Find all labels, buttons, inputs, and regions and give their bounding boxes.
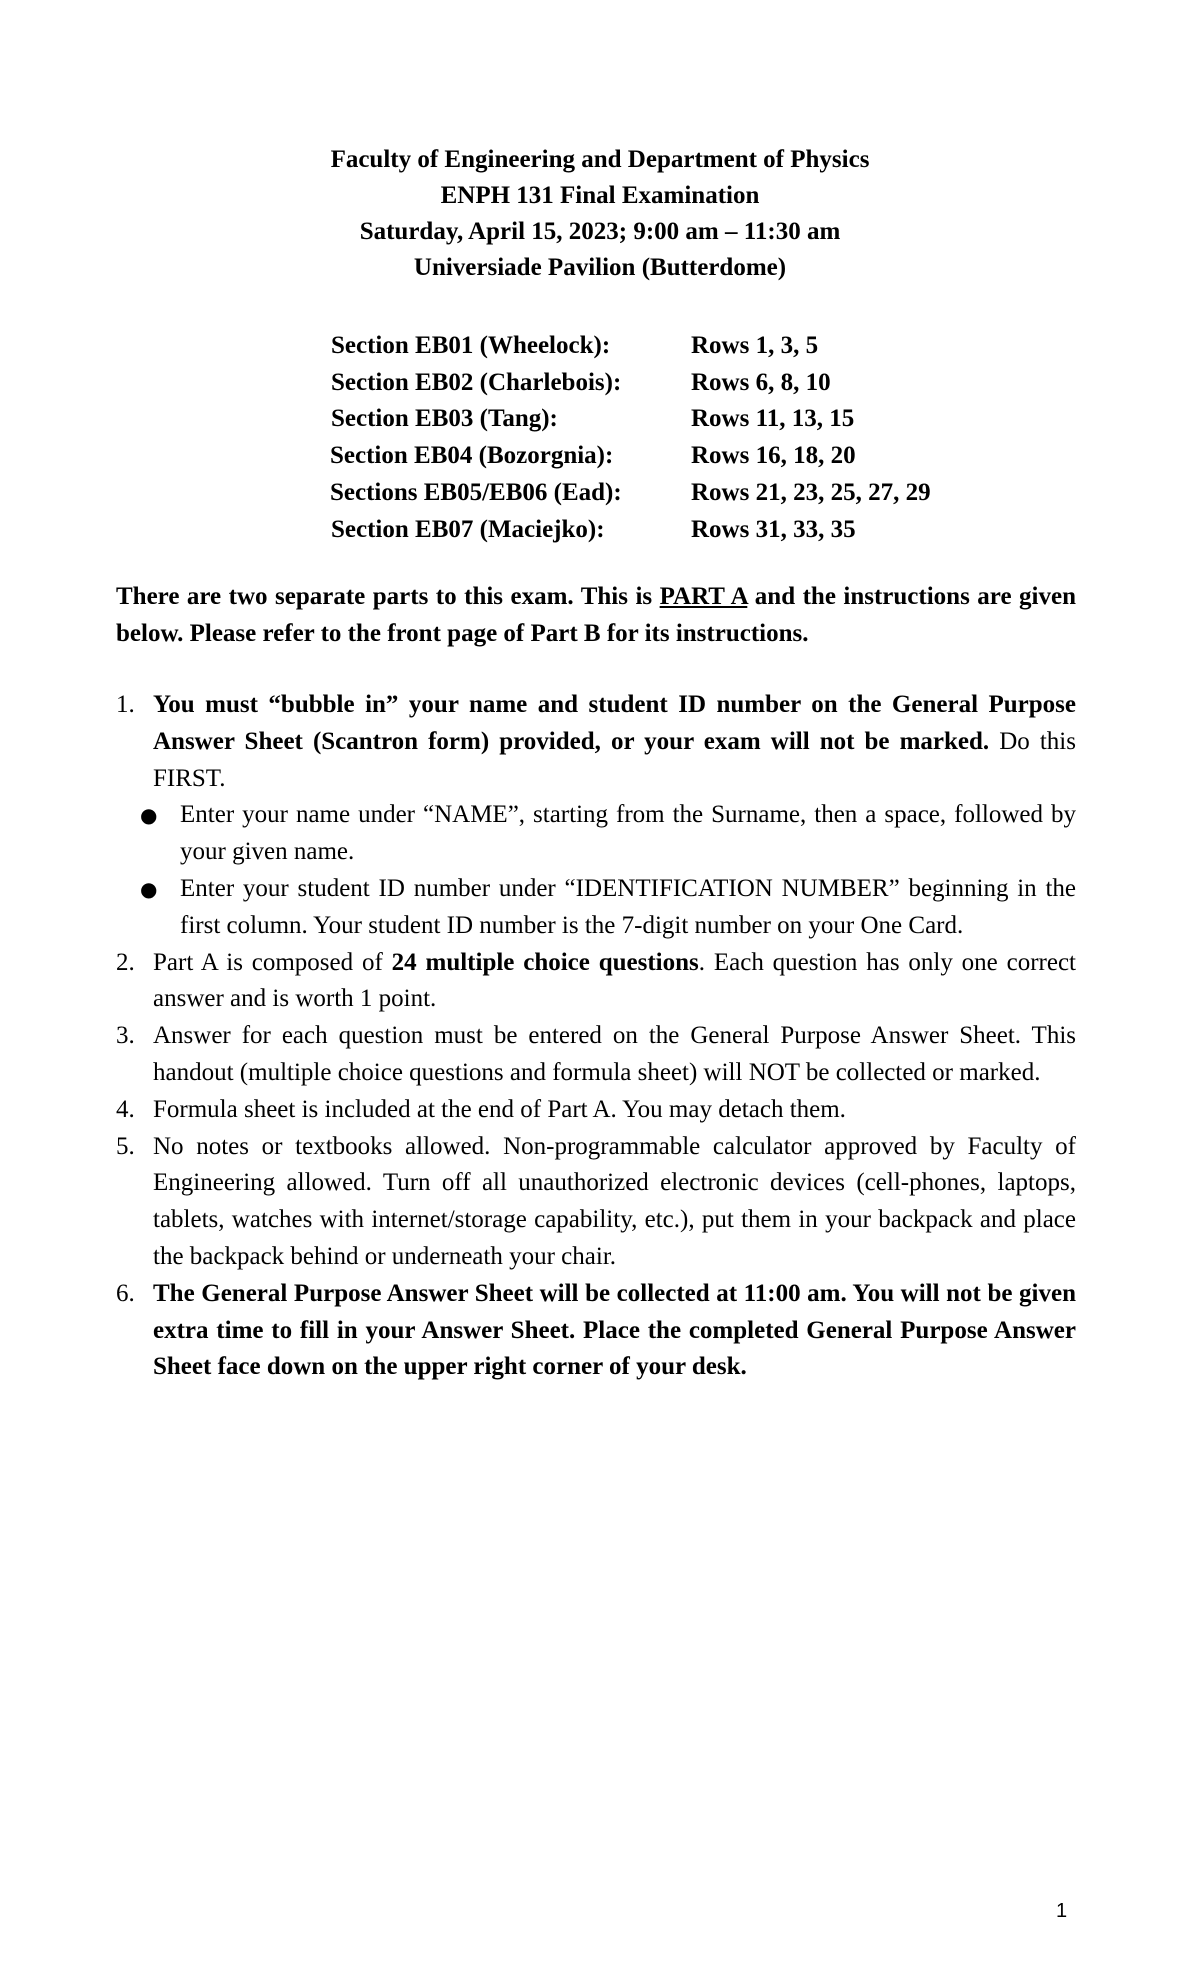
item-text: Part A is composed of xyxy=(153,948,392,976)
seating-row xyxy=(331,438,931,475)
item-text: Answer for each question must be entered on the General Purpose Answer Sheet. This handout (multiple choice questions and formula sheet) will NOT be collected or marked. xyxy=(153,1022,1076,1086)
item-text: The General Purpose Answer Sheet will be collected at 11:00 am. You will not be given extra time to fill in your Answer Sheet. Place the completed General Purpose Answer Sheet face down on the upper right corner of your desk. xyxy=(153,1279,1076,1381)
item-text: Formula sheet is included at the end of Part A. You may detach them. xyxy=(153,1095,846,1123)
seating-row xyxy=(331,475,931,512)
seating-table xyxy=(331,328,931,548)
section-rows: Rows 21, 23, 25, 27, 29 xyxy=(691,478,931,506)
bullet-icon: ● xyxy=(140,876,158,901)
instruction-bullet xyxy=(116,797,1076,871)
item-number: 1. xyxy=(116,691,135,718)
item-number: 2. xyxy=(116,948,135,976)
item-bold-text: 24 multiple choice questions xyxy=(391,948,699,976)
course-title: ENPH 131 Final Examination xyxy=(440,182,760,209)
section-name: Section EB03 (Tang): xyxy=(331,405,558,433)
seating-row xyxy=(331,401,931,438)
seating-row xyxy=(331,512,931,549)
item-bold-text: You must “bubble in” your name and student ID number on the General Purpose Answer Sheet (Scantron form) provided, or your exam will not be marked. xyxy=(153,691,1076,755)
instruction-item-2 xyxy=(116,945,1076,1019)
bullet-text: Enter your student ID number under “IDENTIFICATION NUMBER” beginning in the first column. Your student ID number is the 7-digit number on your One Card. xyxy=(180,874,1076,939)
part-a-label: PART A xyxy=(659,583,748,610)
instruction-item-6 xyxy=(116,1276,1076,1386)
instruction-bullet xyxy=(116,871,1076,945)
section-name: Sections EB05/EB06 (Ead): xyxy=(330,478,622,506)
bullet-icon: ● xyxy=(140,803,158,828)
item-text: No notes or textbooks allowed. Non-programmable calculator approved by Faculty of Engineering allowed. Turn off all unauthorized electronic devices (cell-phones, laptops, tablets, watches with internet/storage capability, etc.), put them in your backpack and place the backpack behind or underneath your chair. xyxy=(153,1132,1076,1270)
section-rows: Rows 11, 13, 15 xyxy=(691,405,855,433)
section-name: Section EB02 (Charlebois): xyxy=(331,368,622,396)
intro-text: There are two separate parts to this exam. This is xyxy=(116,583,660,610)
item-text: Do this FIRST. xyxy=(153,727,1076,792)
section-name: Section EB01 (Wheelock): xyxy=(331,332,611,359)
intro-text-rest: and the instructions are given below. Please refer to the front page of Part B for its instructions. xyxy=(116,583,1076,647)
exam-header xyxy=(0,142,1200,286)
section-name: Section EB04 (Bozorgnia): xyxy=(330,442,614,470)
section-rows: Rows 31, 33, 35 xyxy=(691,515,856,543)
item-number: 5. xyxy=(116,1132,135,1160)
faculty-title: Faculty of Engineering and Department of Physics xyxy=(330,146,870,173)
bullet-text: Enter your name under “NAME”, starting from the Surname, then a space, followed by your given name. xyxy=(180,801,1076,866)
instruction-item-4 xyxy=(116,1092,1076,1129)
item-text-rest: . Each question has only one correct answer and is worth 1 point. xyxy=(153,948,1077,1013)
section-rows: Rows 1, 3, 5 xyxy=(691,332,819,359)
section-rows: Rows 16, 18, 20 xyxy=(691,442,856,470)
seating-row xyxy=(331,365,931,402)
page-number: 1 xyxy=(1056,1900,1068,1922)
instruction-item-5 xyxy=(116,1129,1076,1276)
seating-row xyxy=(331,328,931,365)
section-rows: Rows 6, 8, 10 xyxy=(691,368,831,396)
item-number: 6. xyxy=(116,1279,135,1307)
exam-location: Universiade Pavilion (Butterdome) xyxy=(413,254,787,281)
section-name: Section EB07 (Maciejko): xyxy=(331,515,605,543)
item-number: 3. xyxy=(116,1022,135,1050)
item-number: 4. xyxy=(116,1095,135,1123)
instructions-list xyxy=(116,687,1076,1386)
instruction-item-3 xyxy=(116,1018,1076,1092)
intro-paragraph xyxy=(116,578,1076,652)
instruction-item-1 xyxy=(116,687,1076,797)
exam-date-time: Saturday, April 15, 2023; 9:00 am – 11:30 am xyxy=(359,218,841,245)
